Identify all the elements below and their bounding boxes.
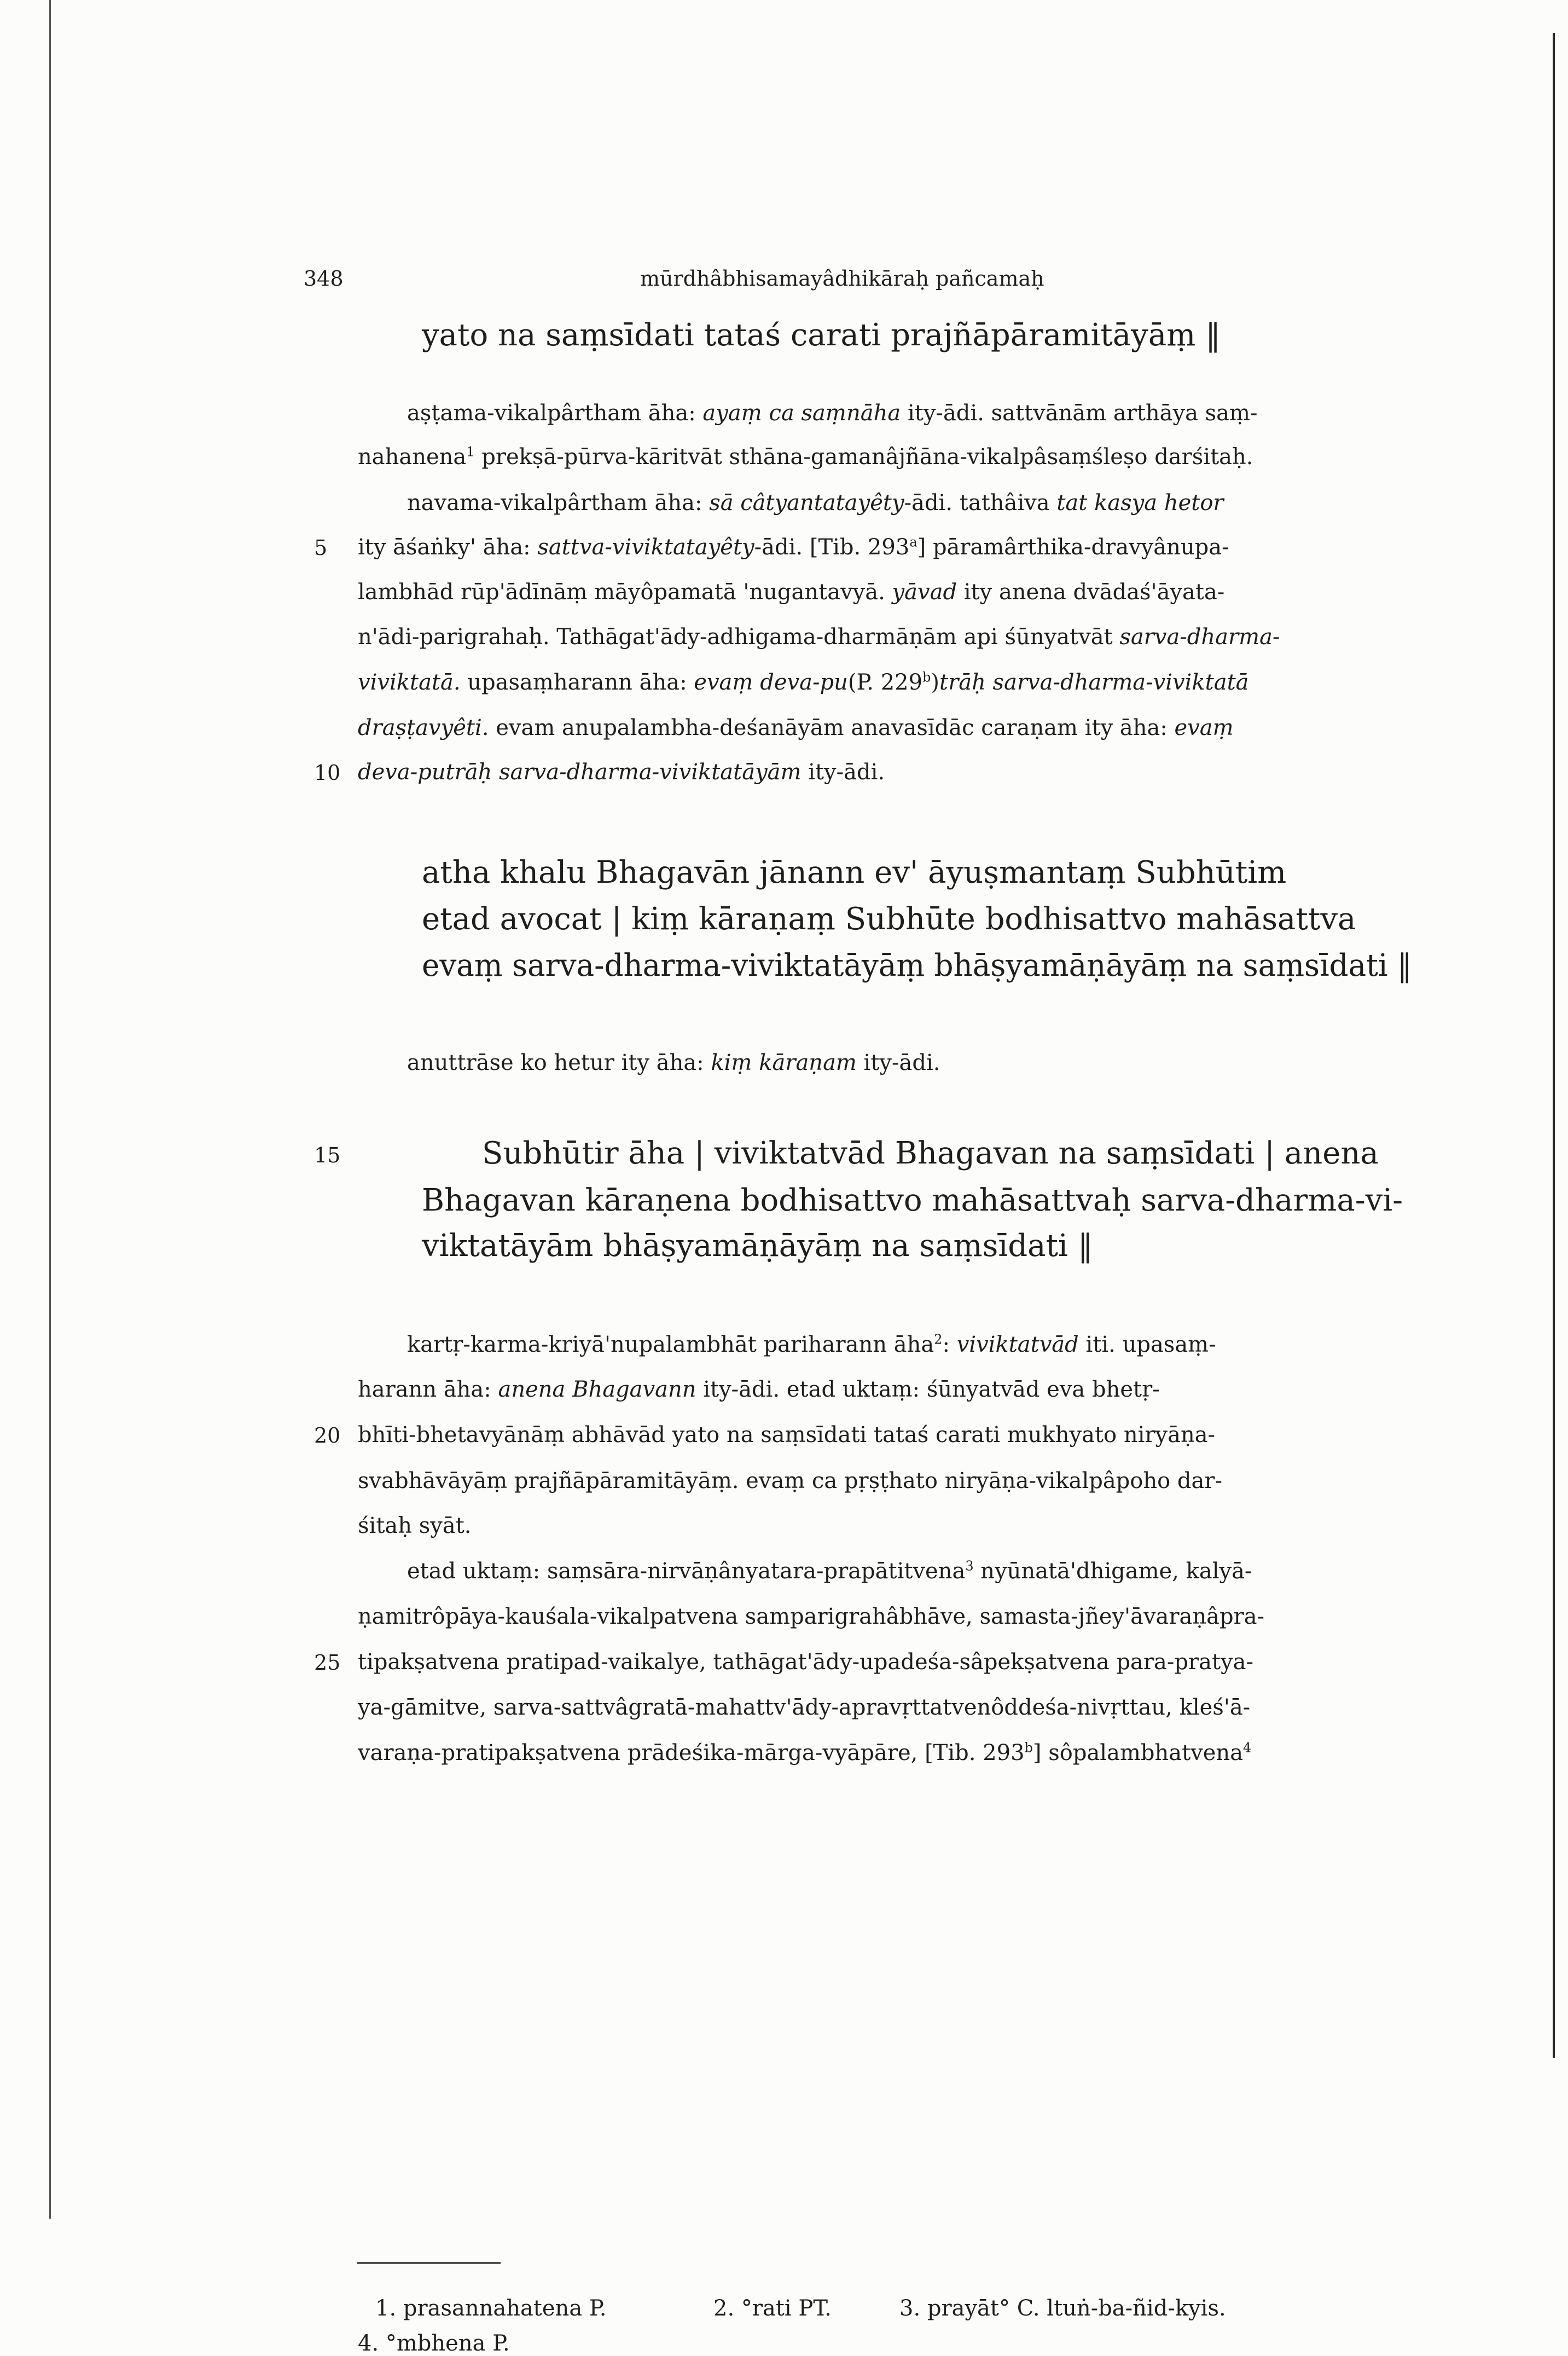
- text-segment: viktatāyām bhāṣyamāṇāyāṃ na saṃsīdati ‖: [422, 1228, 1093, 1264]
- commentary-line: [407, 492, 1224, 514]
- footnote-ref: 3: [965, 1558, 974, 1574]
- quoted-text: tat kasya hetor: [1056, 490, 1224, 516]
- commentary-line: [358, 536, 1229, 558]
- text-segment: ] sôpalambhatvena: [1032, 1740, 1244, 1765]
- text-segment: śitaḥ syāt.: [358, 1513, 472, 1538]
- sutra-line: [422, 317, 1221, 353]
- footnote-ref: 1: [466, 444, 475, 460]
- text-segment: nyūnatā'dhigame, kalyā-: [973, 1559, 1252, 1584]
- footnote-1: 1. prasannahatena P.: [375, 2296, 607, 2321]
- text-segment: atha khalu Bhagavān jānann ev' āyuṣmantaṃ Subhūtim: [422, 855, 1287, 890]
- commentary-line: [407, 1052, 940, 1074]
- sutra-line: [422, 901, 1356, 937]
- footnote-ref: 2: [934, 1332, 943, 1347]
- text-segment: -ādi. tathâiva: [904, 490, 1057, 516]
- text-segment: n'ādi-parigrahaḥ. Tathāgat'ādy-adhigama-dharmāṇām api śūnyatvāt: [358, 624, 1120, 650]
- commentary-line: [358, 1424, 1215, 1446]
- sutra-line: [422, 855, 1287, 890]
- sutra-line: [422, 948, 1413, 983]
- line-number: 15: [314, 1143, 341, 1167]
- quoted-text: kiṃ kāraṇam: [711, 1050, 857, 1075]
- text-segment: ya-gāmitve, sarva-sattvâgratā-mahattv'ādy-apravṛttatvenôddeśa-nivṛttau, kleś'ā-: [358, 1695, 1251, 1720]
- line-number: 10: [314, 761, 341, 785]
- text-segment: ity-ādi.: [856, 1050, 940, 1075]
- commentary-line: [358, 1742, 1251, 1764]
- text-segment: etad uktaṃ: saṃsāra-nirvāṇânyatara-prapātitvena: [407, 1559, 966, 1584]
- text-segment: yato na saṃsīdati tataś carati prajñāpāramitāyāṃ ‖: [422, 317, 1221, 353]
- sutra-line: [422, 1185, 1403, 1216]
- text-segment: prekṣā-pūrva-kāritvāt sthāna-gamanâjñāna-vikalpâsaṃśleṣo darśitaḥ.: [474, 444, 1253, 470]
- commentary-line: [407, 1334, 1216, 1356]
- text-segment: . evam anupalambha-deśanāyām anavasīdāc caraṇam ity āha:: [481, 715, 1175, 740]
- quoted-text: yāvad: [892, 580, 957, 605]
- commentary-line: [358, 1379, 1160, 1400]
- sutra-line: [422, 1228, 1093, 1264]
- page-number: 348: [304, 267, 344, 291]
- text-segment: bhīti-bhetavyānāṃ abhāvād yato na saṃsīdati tataś carati mukhyato niryāṇa-: [358, 1422, 1216, 1448]
- text-segment: harann āha:: [358, 1377, 498, 1402]
- text-segment: ity-ādi. sattvānām arthāya saṃ-: [901, 401, 1258, 426]
- commentary-line: [358, 1470, 1222, 1492]
- quoted-text: viviktatvād: [956, 1332, 1079, 1357]
- quoted-text: evaṃ deva-pu: [694, 670, 848, 695]
- quoted-text: sattva-viviktatayêty: [537, 535, 754, 560]
- running-title: mūrdhâbhisamayâdhikāraḥ pañcamaḥ: [640, 267, 1044, 291]
- commentary-line: [358, 1651, 1253, 1673]
- footnote-ref: a: [909, 534, 917, 550]
- text-segment: ity anena dvādaś'āyata-: [957, 580, 1225, 605]
- line-number: 5: [314, 536, 328, 560]
- footnote-rule: [357, 2262, 501, 2264]
- text-segment: lambhād rūp'ādīnāṃ māyôpamatā 'nugantavyā.: [358, 580, 892, 605]
- text-segment: ity-ādi.: [801, 760, 885, 785]
- quoted-text: sā câtyantatayêty: [709, 490, 904, 516]
- line-number: 25: [314, 1651, 341, 1675]
- quoted-text: viviktatā.: [358, 670, 461, 695]
- text-segment: svabhāvāyāṃ prajñāpāramitāyāṃ. evaṃ ca pṛṣṭhato niryāṇa-vikalpâpoho dar-: [358, 1468, 1223, 1494]
- commentary-line: [358, 761, 885, 783]
- text-segment: :: [942, 1332, 957, 1357]
- footnote-ref: 4: [1243, 1740, 1252, 1756]
- footnote-ref: b: [922, 669, 931, 685]
- text-segment: nahanena: [358, 444, 467, 470]
- commentary-line: [407, 1560, 1252, 1582]
- quoted-text: trāḥ sarva-dharma-viviktatā: [939, 670, 1249, 695]
- text-segment: -ādi. [Tib. 293: [754, 535, 910, 560]
- quoted-text: deva-putrāḥ sarva-dharma-viviktatāyām: [358, 760, 802, 785]
- text-segment: tipakṣatvena pratipad-vaikalye, tathāgat'ādy-upadeśa-sâpekṣatvena para-pratya-: [358, 1649, 1253, 1675]
- text-segment: etad avocat | kiṃ kāraṇaṃ Subhūte bodhisattvo mahāsattva: [422, 901, 1356, 937]
- sutra-line: [482, 1138, 1379, 1169]
- text-segment: iti. upasaṃ-: [1078, 1332, 1216, 1357]
- quoted-text: sarva-dharma-: [1119, 624, 1280, 650]
- commentary-line: [358, 717, 1234, 739]
- text-segment: aṣṭama-vikalpârtham āha:: [407, 401, 703, 426]
- commentary-line: [358, 669, 1249, 695]
- footnote-3: 3. prayāt° C. ltuṅ-ba-ñid-kyis.: [899, 2296, 1226, 2321]
- text-segment: ity āśaṅky' āha:: [358, 535, 538, 560]
- quoted-text: draṣṭavyêti: [358, 715, 482, 740]
- text-segment: ): [931, 670, 940, 695]
- scan-edge-right: [1553, 33, 1555, 2058]
- footnote-4: 4. °mbhena P.: [358, 2331, 510, 2356]
- text-segment: Subhūtir āha | viviktatvād Bhagavan na saṃsīdati | anena: [482, 1136, 1379, 1171]
- commentary-line: [358, 446, 1253, 468]
- footnote-ref: b: [1024, 1740, 1033, 1756]
- text-segment: varaṇa-pratipakṣatvena prādeśika-mārga-vyāpāre, [Tib. 293: [358, 1740, 1025, 1765]
- commentary-line: [358, 581, 1224, 603]
- commentary-line: [407, 402, 1257, 424]
- line-number: 20: [314, 1423, 341, 1448]
- text-segment: ṇamitrôpāya-kauśala-vikalpatvena samparigrahâbhāve, samasta-jñey'āvaraṇâpra-: [358, 1604, 1265, 1629]
- commentary-line: [358, 1515, 471, 1537]
- text-segment: Bhagavan kāraṇena bodhisattvo mahāsattvaḥ sarva-dharma-vi-: [422, 1183, 1403, 1218]
- text-segment: anuttrāse ko hetur ity āha:: [407, 1050, 711, 1075]
- text-segment: navama-vikalpârtham āha:: [407, 490, 710, 516]
- scan-edge-left: [49, 0, 51, 2219]
- quoted-text: evaṃ: [1174, 715, 1234, 740]
- footnote-2: 2. °rati PT.: [713, 2296, 832, 2321]
- commentary-line: [358, 626, 1280, 648]
- text-segment: ] pāramârthika-dravyânupa-: [917, 535, 1229, 560]
- commentary-line: [358, 1606, 1264, 1628]
- quoted-text: anena Bhagavann: [498, 1377, 696, 1402]
- commentary-line: [358, 1697, 1250, 1718]
- text-segment: ity-ādi. etad uktaṃ: śūnyatvād eva bhetṛ-: [696, 1377, 1160, 1402]
- text-segment: upasaṃharann āha:: [460, 670, 694, 695]
- quoted-text: ayaṃ ca saṃnāha: [702, 401, 901, 426]
- text-segment: (P. 229: [847, 670, 923, 695]
- text-segment: kartṛ-karma-kriyā'nupalambhāt pariharann āha: [407, 1332, 934, 1357]
- text-segment: evaṃ sarva-dharma-viviktatāyāṃ bhāṣyamāṇāyāṃ na saṃsīdati ‖: [422, 948, 1413, 983]
